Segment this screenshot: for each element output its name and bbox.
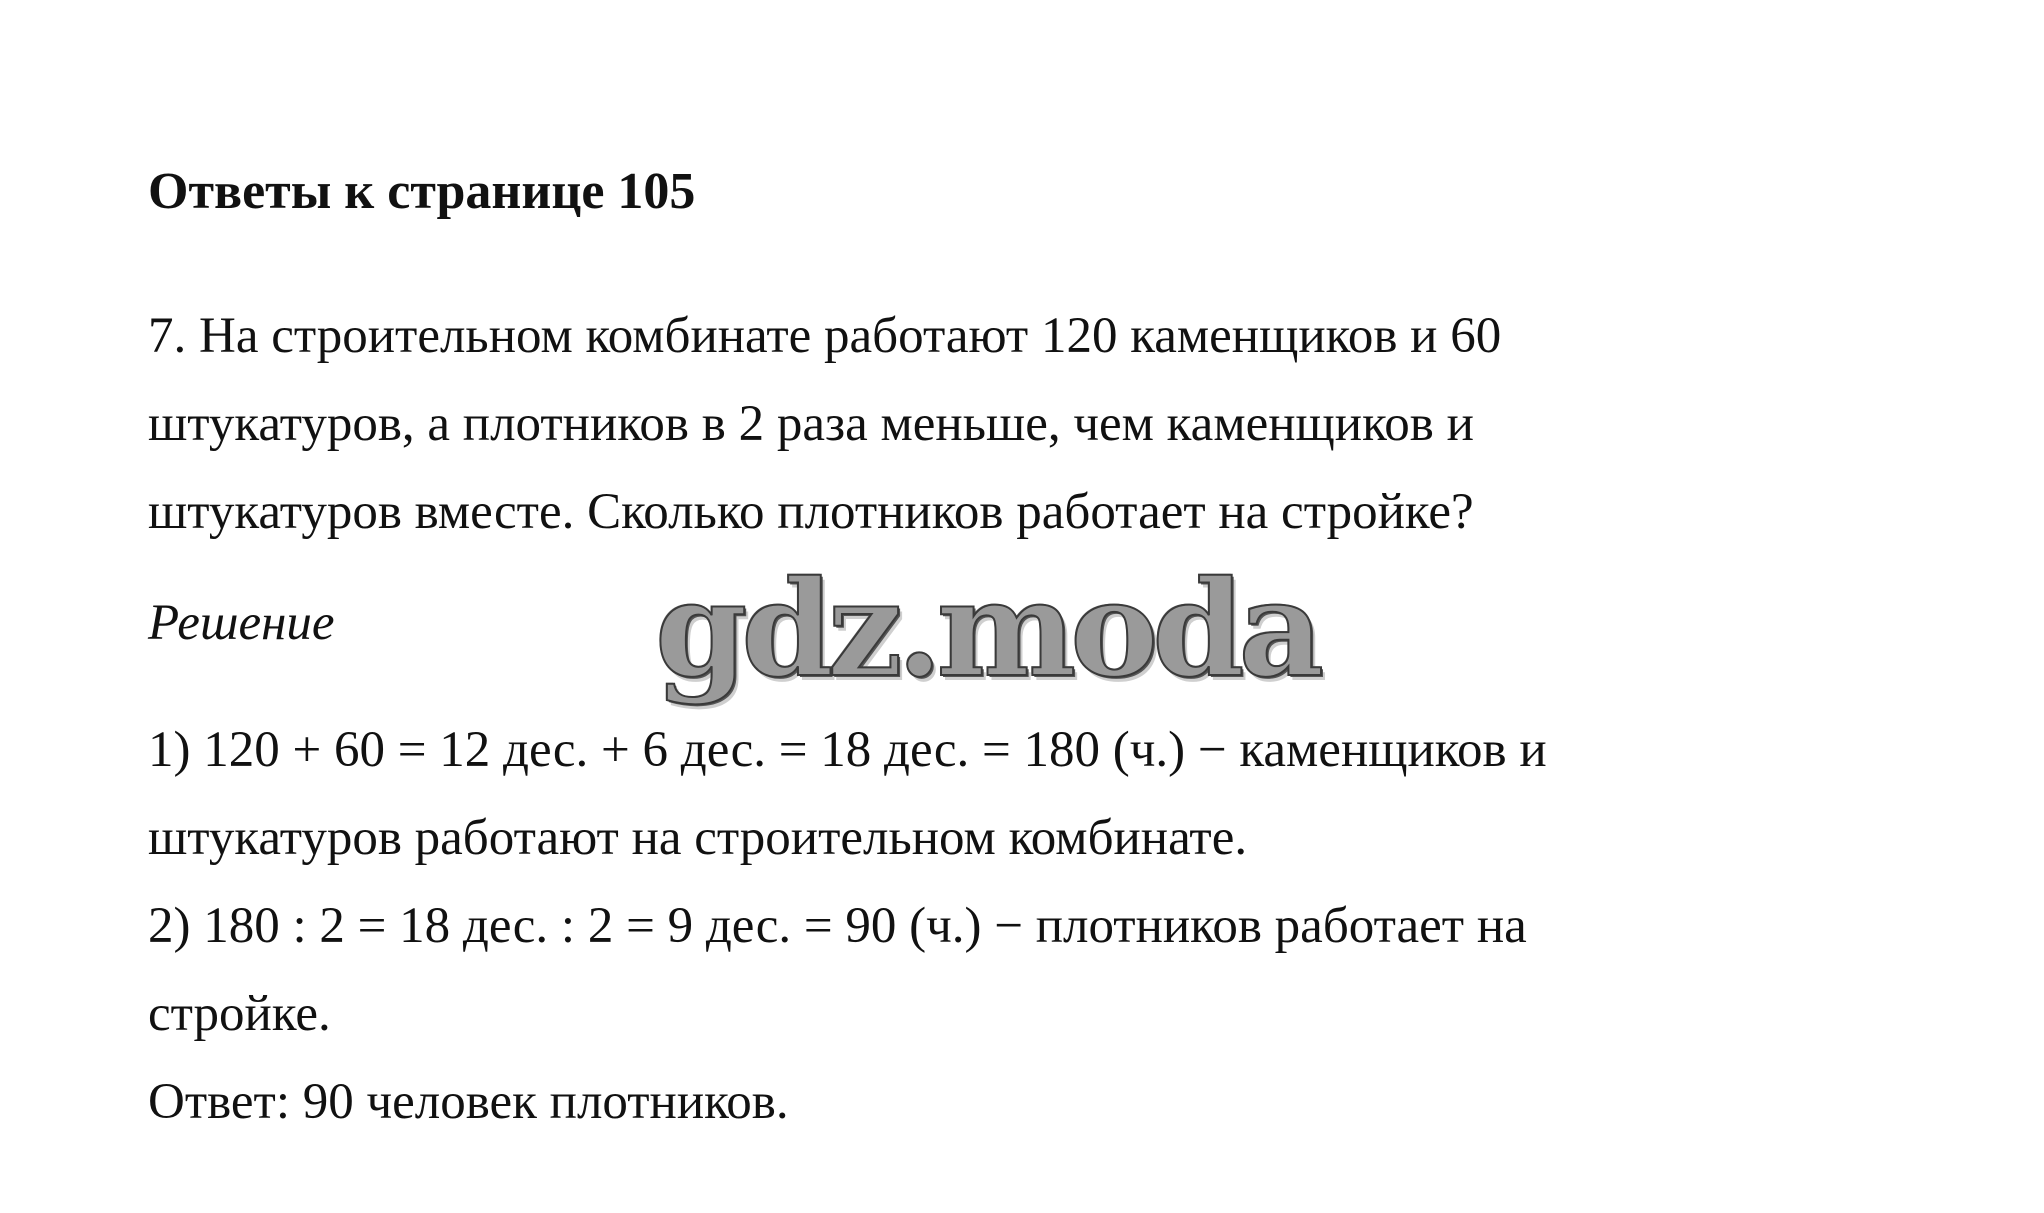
solution-body (148, 706, 1948, 1146)
problem-line: штукатуров, а плотников в 2 раза меньше, чем каменщиков и (148, 396, 1474, 452)
page-heading: Ответы к странице 105 (148, 163, 696, 220)
solution-line: стройке. (148, 986, 331, 1042)
solution-line: штукатуров работают на строительном комбинате. (148, 810, 1248, 866)
watermark-logo: gdz.moda (655, 552, 1319, 707)
answer-line: Ответ: 90 человек плотников. (148, 1074, 789, 1130)
problem-line: 7. На строительном комбинате работают 120 каменщиков и 60 (148, 308, 1502, 364)
problem-statement (148, 292, 1908, 556)
solution-label: Решение (148, 595, 335, 651)
solution-line: 2) 180 : 2 = 18 дес. : 2 = 9 дес. = 90 (ч.) − плотников работает на (148, 898, 1527, 954)
solution-line: 1) 120 + 60 = 12 дес. + 6 дес. = 18 дес. = 180 (ч.) − каменщиков и (148, 722, 1547, 778)
problem-line: штукатуров вместе. Сколько плотников работает на стройке? (148, 484, 1474, 540)
